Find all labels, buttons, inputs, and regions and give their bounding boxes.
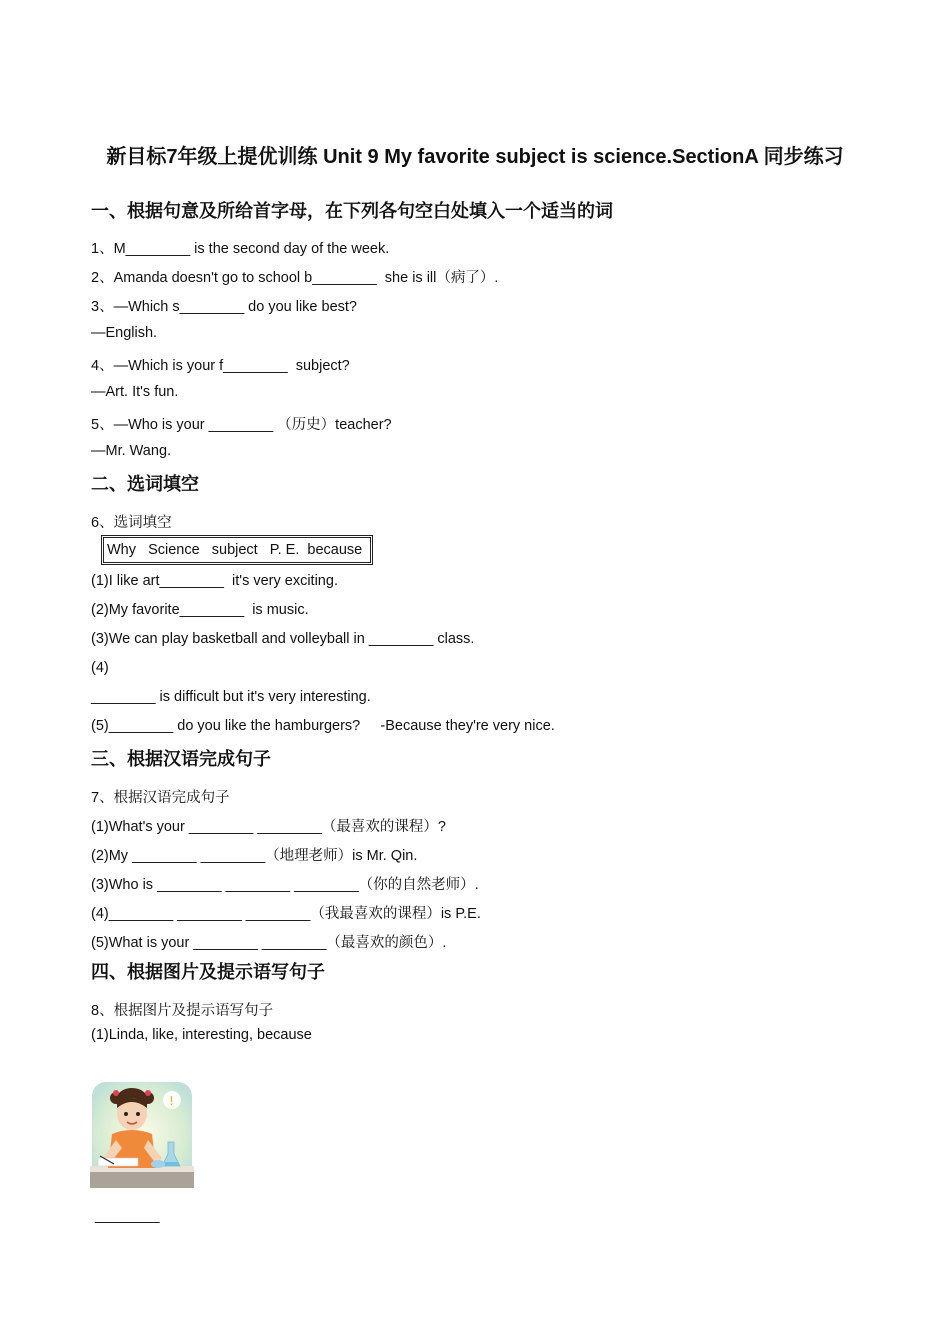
question-line: (4) (91, 660, 109, 676)
question-title: 6、选词填空 (91, 515, 172, 531)
question-line: (4)________ ________ ________（我最喜欢的课程）is P.E. (91, 906, 481, 922)
question-line: 2、Amanda doesn't go to school b________ she is ill（病了）. (91, 270, 499, 286)
answer-blank[interactable]: ________ (95, 1208, 160, 1224)
question-line: ________ is difficult but it's very interesting. (91, 689, 371, 705)
question-line: 4、—Which is your f________ subject? (91, 358, 350, 374)
question-line: (2)My favorite________ is music. (91, 602, 309, 618)
question-line: (1)What's your ________ ________（最喜欢的课程）? (91, 819, 446, 835)
question-line: (5)________ do you like the hamburgers? -Because they're very nice. (91, 718, 555, 734)
question-line: (2)My ________ ________（地理老师）is Mr. Qin. (91, 848, 418, 864)
answer-line: —Mr. Wang. (91, 443, 172, 459)
question-line: (1)Linda, like, interesting, because (91, 1027, 312, 1043)
document-title: 新目标7年级上提优训练 Unit 9 My favorite subject is science.SectionA 同步练习 (106, 146, 844, 168)
section-heading-4: 四、根据图片及提示语写句子 (91, 962, 325, 982)
svg-text:!: ! (169, 1094, 174, 1108)
question-title: 7、根据汉语完成句子 (91, 790, 230, 806)
question-line: 5、—Who is your ________ （历史）teacher? (91, 417, 392, 433)
question-line: 3、—Which s________ do you like best? (91, 299, 357, 315)
answer-line: —Art. It's fun. (91, 384, 179, 400)
section-heading-1: 一、根据句意及所给首字母，在下列各句空白处填入一个适当的词 (91, 201, 613, 221)
question-line: (5)What is your ________ ________（最喜欢的颜色）. (91, 935, 447, 951)
answer-line: —English. (91, 325, 158, 341)
question-line: 1、M________ is the second day of the week. (91, 241, 390, 257)
girl-studying-illustration (90, 1078, 194, 1190)
question-line: (3)Who is ________ ________ ________（你的自然老师）. (91, 877, 479, 893)
section-heading-3: 三、根据汉语完成句子 (91, 749, 271, 769)
section-heading-2: 二、选词填空 (91, 474, 199, 494)
question-line: (3)We can play basketball and volleyball in ________ class. (91, 631, 475, 647)
question-line: (1)I like art________ it's very exciting. (91, 573, 338, 589)
word-box: Why Science subject P. E. because (101, 535, 373, 565)
question-title: 8、根据图片及提示语写句子 (91, 1003, 274, 1019)
